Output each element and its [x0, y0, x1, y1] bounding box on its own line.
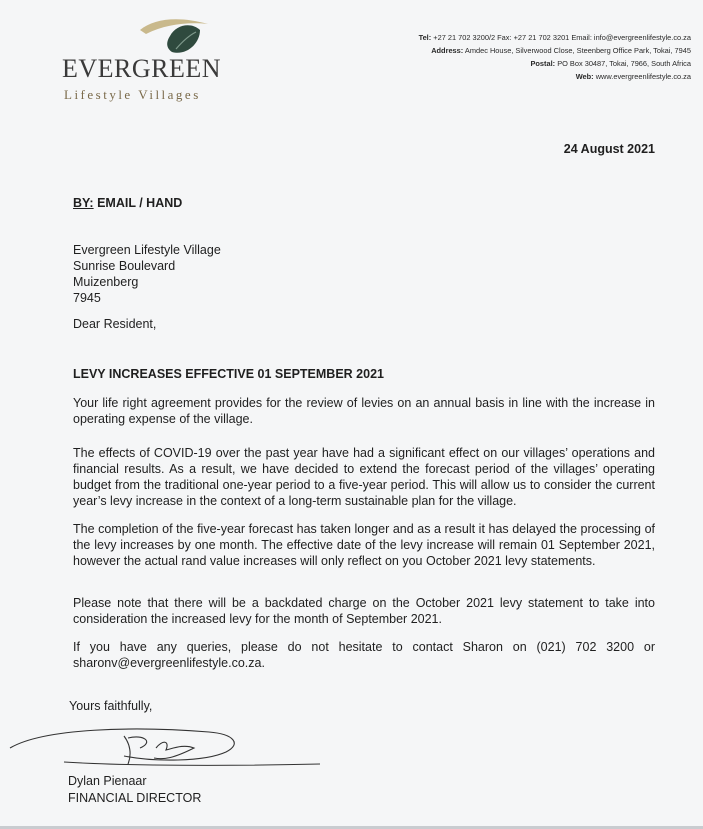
signer-title: FINANCIAL DIRECTOR: [68, 791, 202, 805]
address-line: Muizenberg: [73, 275, 139, 289]
address-line: 7945: [73, 291, 101, 305]
salutation: Dear Resident,: [73, 317, 157, 331]
body-paragraph: Please note that there will be a backdated charge on the October 2021 levy statement to take into consideration the increased levy for the month of September 2021.: [73, 596, 655, 626]
contact-details: [419, 31, 691, 83]
handwritten-signature: [4, 718, 334, 778]
subject-heading: LEVY INCREASES EFFECTIVE 01 SEPTEMBER 2021: [73, 367, 384, 381]
company-logo: [58, 16, 228, 108]
letter-date: 24 August 2021: [563, 142, 655, 156]
logo-wordmark: EVERGREEN: [62, 54, 222, 83]
delivery-method: BY: EMAIL / HAND: [73, 196, 183, 210]
closing: Yours faithfully,: [69, 699, 153, 713]
contact-line-address: Address: Amdec House, Silverwood Close, Steenberg Office Park, Tokai, 7945: [431, 46, 691, 55]
address-line: Sunrise Boulevard: [73, 259, 176, 273]
logo-tagline: Lifestyle Villages: [64, 87, 201, 102]
contact-line-web: Web: www.evergreenlifestyle.co.za: [575, 72, 691, 81]
body-paragraph: Your life right agreement provides for the review of levies on an annual basis in line with the increase in operating expense of the village.: [73, 396, 655, 426]
contact-line-postal: Postal: PO Box 30487, Tokai, 7966, South Africa: [530, 59, 691, 68]
body-paragraph: The effects of COVID-19 over the past year have had a significant effect on our villages’ operations and financial results. As a result, we have decided to extend the forecast period of the villages’ operating budget from the traditional one-year period to a five-year period. This will allow us to consider the current year’s levy increase in the context of a long-term sustainable plan for the village.: [73, 446, 655, 508]
body-paragraph: The completion of the five-year forecast has taken longer and as a result it has delayed the processing of the levy increases by one month. The effective date of the levy increase will remain 01 September 2021, however the actual rand value increases will only reflect on you October 2021 levy statements.: [73, 522, 655, 568]
signer-name: Dylan Pienaar: [68, 774, 147, 788]
contact-line-phone: Tel: +27 21 702 3200/2 Fax: +27 21 702 3201 Email: info@evergreenlifestyle.co.za: [418, 33, 691, 42]
recipient-address: [73, 242, 221, 306]
address-line: Evergreen Lifestyle Village: [73, 243, 221, 257]
body-paragraph: If you have any queries, please do not hesitate to contact Sharon on (021) 702 3200 or sharonv@evergreenlifestyle.co.za.: [73, 640, 655, 670]
